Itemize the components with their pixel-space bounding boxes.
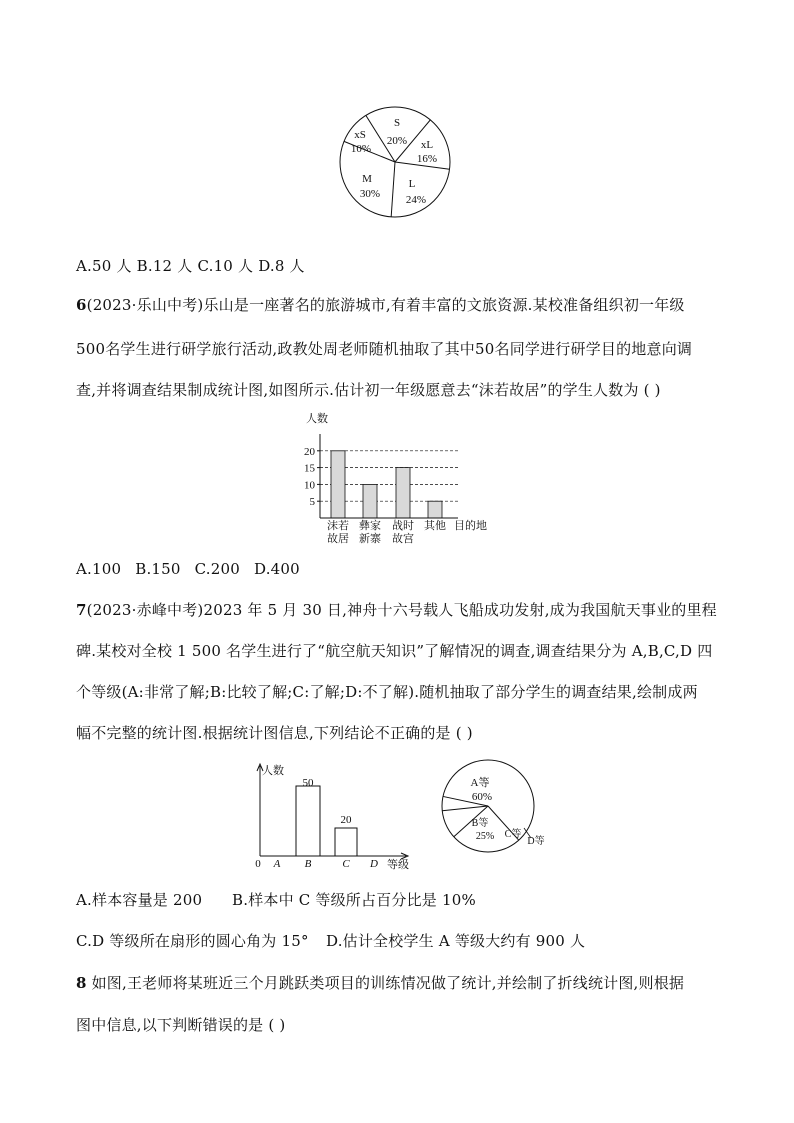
bar-chart-grades bbox=[250, 760, 420, 872]
bar2-cat-d: D bbox=[370, 858, 378, 870]
bar2-origin: 0 bbox=[255, 858, 261, 870]
slice-edge-D等 bbox=[442, 806, 488, 811]
bar1-ytick-label: 5 bbox=[309, 496, 315, 509]
pie1-label-M: M bbox=[362, 173, 372, 185]
q7-number: 7 bbox=[76, 601, 87, 619]
q8-line-2: 图中信息,以下判断错误的是 ( ) bbox=[76, 1016, 286, 1034]
bar2-bar bbox=[296, 786, 320, 856]
q6-line-2: 500名学生进行研学旅行活动,政教处周老师随机抽取了其中50名同学进行研学目的地意向调 bbox=[76, 340, 693, 358]
pie2-pct-a: 60% bbox=[471, 791, 493, 803]
pie2-label-b: B等 bbox=[471, 818, 489, 829]
bar1-bar bbox=[396, 468, 410, 518]
bar1-bar bbox=[363, 484, 377, 518]
q7-option-c: C.D 等级所在扇形的圆心角为 15° bbox=[76, 932, 309, 950]
bar1-xlabel: 目的地 bbox=[454, 520, 487, 532]
q7-option-a: A.样本容量是 200 bbox=[76, 891, 203, 909]
q6-option-b: B.150 bbox=[135, 560, 181, 578]
pie-chart-grades bbox=[436, 758, 556, 862]
bar2-ylabel: 人数 bbox=[262, 765, 284, 777]
pie1-pct-L: 24% bbox=[405, 194, 427, 206]
bar1-cat-0-l2: 故居 bbox=[327, 533, 349, 545]
q6-text-1: (2023·乐山中考)乐山是一座著名的旅游城市,有着丰富的文旅资源.某校准备组织初一年级 bbox=[86, 296, 685, 314]
pie2-label-d: D等 bbox=[527, 836, 545, 847]
bar1-cat-2-l1: 战时 bbox=[392, 520, 414, 532]
bar2-cat-c: C bbox=[342, 858, 350, 870]
pie1-label-xS: xS bbox=[354, 129, 366, 141]
pie1-pct-xL: 16% bbox=[416, 153, 438, 165]
q7-options-row-1 bbox=[76, 889, 476, 910]
q5-option-b: B.12 人 bbox=[136, 257, 198, 275]
q7-line-2: 碑.某校对全校 1 500 名学生进行了“航空航天知识”了解情况的调查,调查结果分为 A,B,C,D 四 bbox=[76, 642, 713, 660]
q7-options-row-2 bbox=[76, 930, 585, 951]
pie2-label-c: C等 bbox=[504, 829, 522, 840]
bar1-ytick-label: 10 bbox=[304, 479, 315, 492]
q7-line-1 bbox=[76, 599, 717, 620]
q6-options bbox=[76, 560, 300, 578]
pie2-label-a: A等 bbox=[470, 777, 490, 789]
bar2-label-c: 20 bbox=[340, 814, 352, 826]
q8-number: 8 bbox=[76, 974, 87, 992]
bar1-ytick-label: 20 bbox=[304, 445, 315, 458]
bar1-cat-2-l2: 故宫 bbox=[392, 533, 414, 545]
q7-line-4: 幅不完整的统计图.根据统计图信息,下列结论不正确的是 ( ) bbox=[76, 724, 473, 742]
q7-line-3: 个等级(A:非常了解;B:比较了解;C:了解;D:不了解).随机抽取了部分学生的调查结果,绘制成两 bbox=[76, 683, 698, 701]
bar2-cat-b: B bbox=[304, 858, 312, 870]
bar1-cat-1-l1: 彝家 bbox=[359, 520, 381, 532]
q6-line-3: 查,并将调查结果制成统计图,如图所示.估计初一年级愿意去“沫若故居”的学生人数为 ( ) bbox=[76, 381, 661, 399]
slice-edge-M bbox=[391, 162, 395, 217]
bar1-bar bbox=[331, 451, 345, 518]
bar2-bar bbox=[335, 828, 357, 856]
q6-number: 6 bbox=[76, 296, 87, 314]
bar2-cat-a: A bbox=[273, 858, 281, 870]
pie1-pct-xS: 10% bbox=[350, 143, 372, 155]
q7-text-1: (2023·赤峰中考)2023 年 5 月 30 日,神舟十六号载人飞船成功发射,成为我国航天事业的里程 bbox=[86, 601, 717, 619]
bar2-label-b: 50 bbox=[302, 777, 314, 789]
bar1-cat-1-l2: 新寨 bbox=[359, 533, 381, 545]
pie1-label-L: L bbox=[408, 178, 416, 190]
bar1-yticks bbox=[304, 446, 320, 508]
bar1-ylabel: 人数 bbox=[306, 413, 328, 425]
q6-line-1 bbox=[76, 294, 685, 315]
q7-option-d: D.估计全校学生 A 等级大约有 900 人 bbox=[326, 932, 586, 950]
q8-line-1 bbox=[76, 972, 684, 993]
pie1-pct-M: 30% bbox=[359, 188, 381, 200]
pie1-pct-S: 20% bbox=[386, 135, 408, 147]
q6-option-c: C.200 bbox=[194, 560, 240, 578]
q8-text-1: 如图,王老师将某班近三个月跳跃类项目的训练情况做了统计,并绘制了折线统计图,则根据 bbox=[86, 974, 685, 992]
q5-option-c: C.10 人 bbox=[197, 257, 259, 275]
q5-options bbox=[76, 255, 305, 276]
q5-option-a: A.50 人 bbox=[76, 257, 137, 275]
bar-chart-destinations bbox=[300, 408, 500, 550]
bar1-cat-3-l1: 其他 bbox=[424, 520, 446, 532]
q5-option-d: D.8 人 bbox=[258, 257, 305, 275]
pie2-pct-b: 25% bbox=[475, 831, 495, 842]
bar1-ytick-label: 15 bbox=[304, 462, 315, 475]
pie1-label-S: S bbox=[393, 117, 401, 129]
pie1-label-xL: xL bbox=[420, 139, 434, 151]
pie-chart-sizes bbox=[330, 104, 460, 222]
q6-option-d: D.400 bbox=[254, 560, 300, 578]
bar1-bar bbox=[428, 501, 442, 518]
bar1-cat-0-l1: 沫若 bbox=[327, 520, 349, 532]
q6-option-a: A.100 bbox=[76, 560, 122, 578]
q7-option-b: B.样本中 C 等级所占百分比是 10% bbox=[232, 891, 476, 909]
bar2-xlabel: 等级 bbox=[387, 859, 409, 871]
